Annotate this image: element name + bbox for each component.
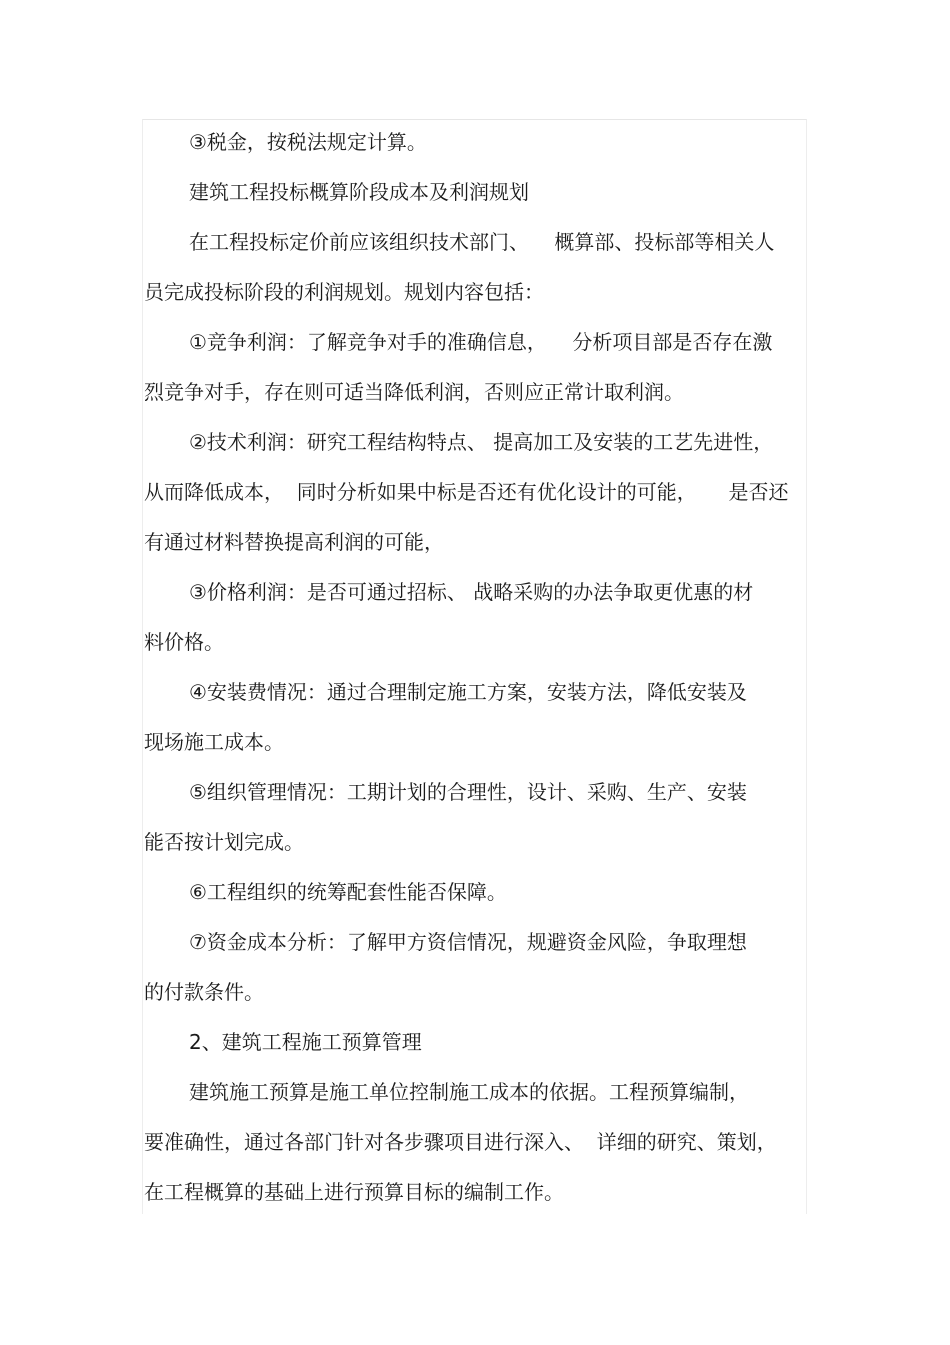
document-body [144, 124, 808, 1224]
text-line: ⑦资金成本分析：了解甲方资信情况，规避资金风险，争取理想 [189, 930, 747, 954]
text-line: 要准确性，通过各部门针对各步骤项目进行深入、 详细的研究、策划， [144, 1130, 777, 1154]
text-line: 员完成投标阶段的利润规划。规划内容包括： [144, 280, 544, 304]
section-heading: 2、建筑工程施工预算管理 [189, 1030, 422, 1054]
text-line: 有通过材料替换提高利润的可能， [144, 530, 444, 554]
text-line: 在工程概算的基础上进行预算目标的编制工作。 [144, 1180, 564, 1204]
text-line: ③价格利润：是否可通过招标、 战略采购的办法争取更优惠的材 [189, 580, 754, 604]
text-line: 的付款条件。 [144, 980, 264, 1004]
section-heading: 建筑工程投标概算阶段成本及利润规划 [189, 180, 529, 204]
text-line: 料价格。 [144, 630, 224, 654]
text-line: 建筑施工预算是施工单位控制施工成本的依据。工程预算编制， [189, 1080, 749, 1104]
text-line: ①竞争利润：了解竞争对手的准确信息， 分析项目部是否存在激 [189, 330, 773, 354]
text-line: 从而降低成本， 同时分析如果中标是否还有优化设计的可能， 是否还 [144, 480, 789, 504]
text-line: ②技术利润：研究工程结构特点、 提高加工及安装的工艺先进性， [189, 430, 774, 454]
text-line: 在工程投标定价前应该组织技术部门、 概算部、投标部等相关人 [189, 230, 775, 254]
text-line: ③税金，按税法规定计算。 [189, 130, 427, 154]
text-line: ④安装费情况：通过合理制定施工方案，安装方法，降低安装及 [189, 680, 747, 704]
text-line: 能否按计划完成。 [144, 830, 304, 854]
text-line: ⑥工程组织的统筹配套性能否保障。 [189, 880, 507, 904]
text-line: ⑤组织管理情况：工期计划的合理性，设计、采购、生产、安装 [189, 780, 747, 804]
text-line: 现场施工成本。 [144, 730, 284, 754]
text-line: 烈竞争对手，存在则可适当降低利润，否则应正常计取利润。 [144, 380, 684, 404]
